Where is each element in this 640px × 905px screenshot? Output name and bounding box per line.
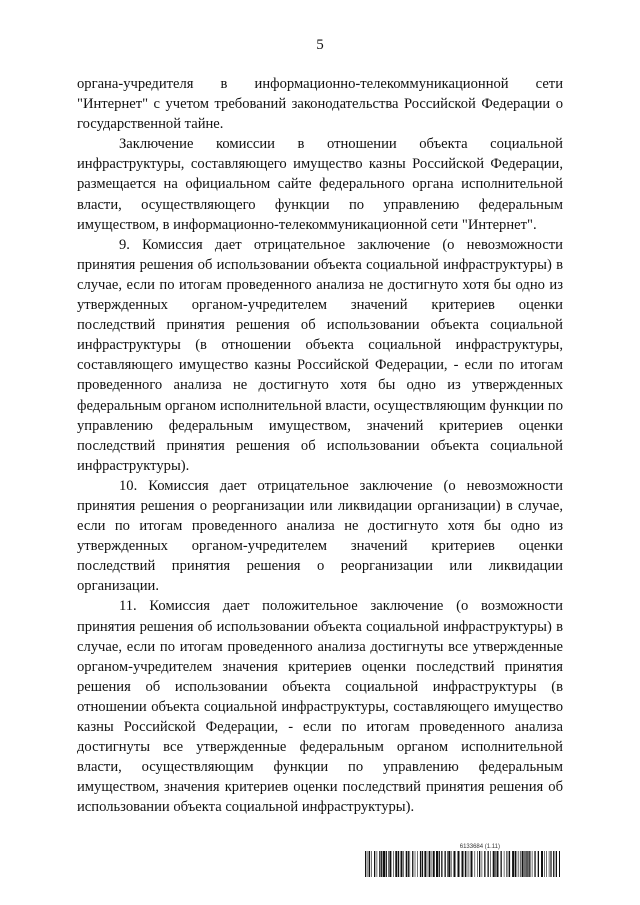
- document-body: [77, 74, 563, 817]
- barcode-block: [365, 843, 560, 877]
- paragraph-clause-9: 9. Комиссия дает отрицательное заключение (о невозможности принятия решения об использовании объекта социальной инфраструктуры) в случае, если по итогам проведенного анализа не достигнуто хотя бы одно из утвержденных органом-учредителем значений критериев оценки последствий принятия решения об использовании объекта социальной инфраструктуры (в отношении объекта социальной инфраструктуры, составляющего имущество казны Российской Федерации, - если по итогам проведенного анализа не достигнуто хотя бы одно из утвержденных федеральным органом исполнительной власти, осуществляющим функции по управлению федеральным имуществом, значений критериев оценки последствий принятия решения об использовании объекта социальной инфраструктуры).: [77, 236, 563, 474]
- paragraph-continuation: органа-учредителя в информационно-телекоммуникационной сети "Интернет" с учетом требований законодательства Российской Федерации о государственной тайне.: [77, 76, 563, 133]
- paragraph-clause-11: 11. Комиссия дает положительное заключение (о возможности принятия решения об использовании объекта социальной инфраструктуры) в случае, если по итогам проведенного анализа достигнуты все утвержденные органом-учредителем значения критериев оценки последствий принятия решения об использовании объекта социальной инфраструктуры (в отношении объекта социальной инфраструктуры, составляющего имущество казны Российской Федерации, - если по итогам проведенного анализа достигнуты все утвержденные федеральным органом исполнительной власти, осуществляющим функции по управлению федеральным имуществом, значения критериев оценки последствий принятия решения об использовании объекта социальной инфраструктуры).: [77, 598, 563, 816]
- page-number: 5: [316, 37, 324, 53]
- barcode-caption: 6133684 (1.11): [459, 844, 500, 850]
- barcode-icon: [365, 851, 560, 877]
- paragraph-conclusion-publication: Заключение комиссии в отношении объекта социальной инфраструктуры, составляющего имущество казны Российской Федерации, размещается на официальном сайте федерального органа исполнительной власти, осуществляющего функции по управлению федеральным имуществом, в информационно-телекоммуникационной сети "Интернет".: [77, 136, 563, 233]
- paragraph-clause-10: 10. Комиссия дает отрицательное заключение (о невозможности принятия решения о реорганизации или ликвидации организации) в случае, если по итогам проведенного анализа не достигнуто хотя бы одно из утвержденных органом-учредителем значений критериев оценки последствий принятия решения о реорганизации или ликвидации организации.: [77, 477, 563, 595]
